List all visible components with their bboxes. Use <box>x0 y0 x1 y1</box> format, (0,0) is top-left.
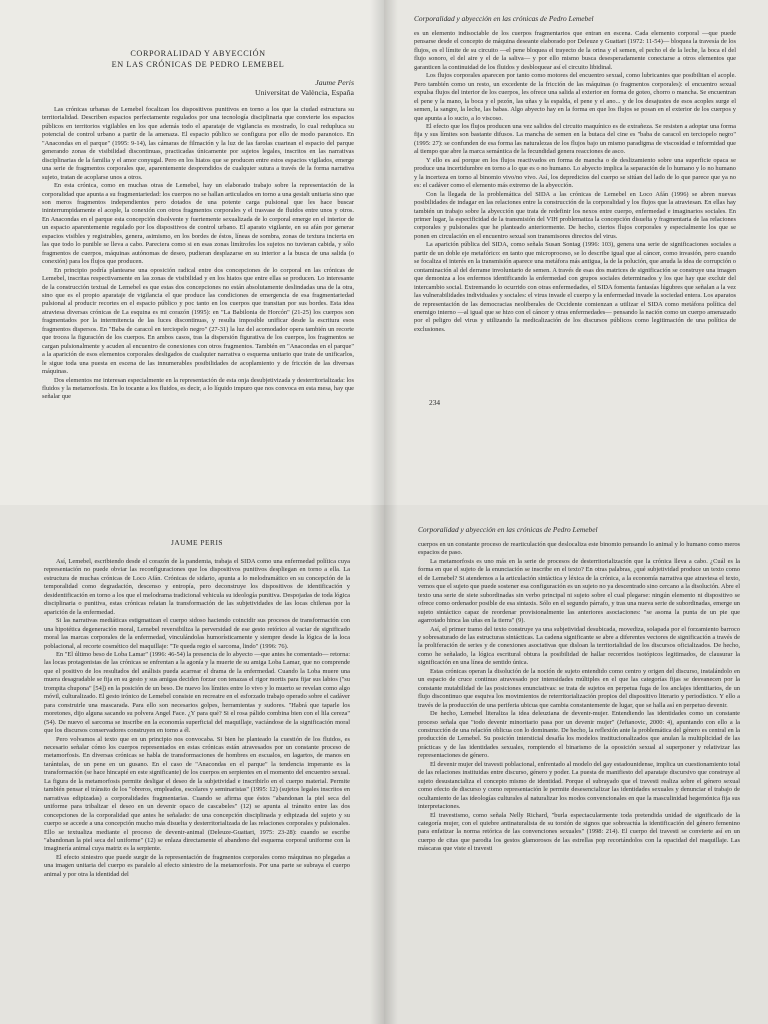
body-paragraph: Así, Lemebel, escribiendo desde el corazón de la pandemia, trabaja el SIDA como una enfermedad política cuya representación no puede obviar las reconfiguraciones que los dispositivos punitivos despliegan en torno a ella. La estructura de muchas crónicas de Loco Afán. Crónicas de sidario, apunta a lo melodramático en su concepción de la temporalidad como degradación, descenso y entropía, pero deconstruye los dispositivos de identificación y desidentificación en torno a los que el melodrama tradicional vehicula su ideología punitiva. Despojadas de toda lógica disciplinaria o punitiva, estas crónicas relatan la transformación de las subjetividades de las locas chilenas por la aparición de la enfermedad. <box>44 558 350 616</box>
body-paragraph: En "El último beso de Loba Lamar" (1996: 46-54) la presencia de lo abyecto —que antes he comentado— retorna: las locas protagonistas de las crónicas se enfrentan a la agonía y la muerte de su amiga Loba Lamar, que no comprende que el positivo de los resultados del análisis pueda acarrear el drama de la enfermedad. Cuando la Loba muere una muera desagradable se fija en su gesto y sus amigas deciden forzar con tenazas el rigor mortis para fijar sus labios ("su trompita chupona" [54]) en la posición de un beso. De nuevo los límites entre lo vivo y lo muerto se revelan como algo móvil, culturalizado. El gesto irónico de Lemebel consiste en recreatre en el esforzado trabajo operado sobre el cadáver para construirle una mascarada. Para ello son necesarios golpes, herramientas y sudores. "Habrá que taparle los moretones, dijo alguna sacando su polvera Angel Face. ¿Y para qué? Si el rosa pálido combina bien con el lila cereza" (54). De nuevo el sarcoma se inscribe en la economía superficial del maquillaje, vaciándose de la significación moral que los discursos conservadores construyen en torno a él. <box>44 650 350 735</box>
page-bottom-right <box>384 505 768 1024</box>
page-number: 234 <box>429 398 441 407</box>
body-paragraph: En esta crónica, como en muchas otras de Lemebel, hay un elaborado trabajo sobre la representación de la corporalidad que apunta a su fragmentariedad: los cuerpos no se hallan articulados en torno a una gestalt unitaria sino que son meros fragmentos independientes pero dotados de una potente carga pulsional que les hace buscar ininterrumpidamente el acople, la conexión con otros fragmentos corporales y el trasvase de fluidos entre unos y otros. En Anacondas en el parque esta concepción disolvente y fuertemente sexualizada de lo corporal emerge en el interior de un espacio aparentemente regulado por los dispositivos de control urbano. El aparato vigilante, en su afán por generar espacios visibles y registrables, genera, asimismo, en los bordes de éstos, líneas de sombra, zonas de textura incierta en las que todo lo punible se lleva a cabo. Pareciera como si en esas zonas limítrofes los sujetos no tuvieran cabida, y sólo fragmentos de cuerpos, máquinas autónomas de deseo, pudieran desplazarse en su interior a la busca de una salida (o conexión) para los flujos que producen. <box>42 182 354 266</box>
body-paragraph: cuerpos en un constante proceso de rearticulación que deslocaliza este binomio pensando lo animal y lo humano como meros espacios de paso. <box>418 541 740 557</box>
article-title <box>42 48 354 70</box>
body-paragraph: Los flujos corporales aparecen por tanto como motores del encuentro sexual, como lubricantes que posibilitan el acople. Pero también como un resto, un excedente de la fricción de las máquinas (o fragmentos corporales): el encuentro sexual expulsa flujos del interior de los cuerpos, les ofrece una salida al exterior en forma de goteo, chorro o mancha. Se encuentran el pene y la mano, la boca y el pezón, las uñas y la espalda, el pene y el ano... y de los desajustes de esos acoples surge el semen, la sangre, la leche, las babas. Algo abyecto hay en la forma en que los flujos se posan en el exterior de los cuerpos y que apunta a lo sucio, a lo viscoso. <box>414 72 736 122</box>
body-paragraph: El efecto que los flujos producen una vez salidos del circuito maquínico es de extrañeza. Se resisten a adoptar una forma fija y sus límites son bastante difusos. La mancha de semen en la butaca del cine es "baba de caracol en terciopelo negro" (1995: 27): se confunden de esa forma las naturalezas de los flujos bajo un mismo paradigma de viscosidad e informidad que al tiempo que abre la marca semántica de la fecundidad genera reacciones de asco. <box>414 122 736 156</box>
title-line-1: CORPORALIDAD Y ABYECCIÓN <box>130 49 266 58</box>
body-paragraph: Y ello es así porque en los flujos reactivados en forma de mancha o de deslizamiento sobre una superficie opaca se produce una incertidumbre en torno a lo que es o no humano. Lo abyecto implica la separación de lo humano y lo no humano y la incerteza en torno al binomio vivo/no vivo. Así, los depredicios del cuerpo se sitúan del lado de lo que parece que ya no es: el cadáver como el elemento más extremo de la abyección. <box>414 156 736 190</box>
body-paragraph: La aparición pública del SIDA, como señala Susan Sontag (1996: 103), genera una serie de significaciones sociales a partir de un doble eje metafórico: en tanto que microproceso, se lo describe igual que al cáncer, como invasión, pero cuando se focaliza el interés en la transmisión aparece una metáfora más antigua, la de la polución, que anuda la idea de corrupción o contaminación al del derrame involuntario de semen. A través de esas dos matrices de significación se construye una imagen que demoniza a los enfermos identificando la enfermedad con grupos sociales determinados y los que hay que excluir del intercambio social. Extremando lo ocurrido con otras enfermedades, el SIDA fomenta fantasías lúgubres que señalan a la vez las vulnerabilidades individuales y sociales: el virus invade el cuerpo y la enfermedad invade la sociedad entera. Los aparatos de representación de las democracias neoliberales de Occidente comienzan a utilizar el SIDA como metáfora política del enemigo interno —al igual que se hizo con el cáncer y otras enfermedades— pensando la nación como un cuerpo amenazado por el peligro del virus y utilizando la medicalización de los discursos públicos como legitimación de una política de exclusiones. <box>414 241 736 333</box>
page-fold-shadow <box>370 0 384 505</box>
body-paragraph: Con la llegada de la problemática del SIDA a las crónicas de Lemebel en Loco Afán (1996) se abren nuevas posibilidades de indagar en las relaciones entre la construcción de la corporalidad y los flujos que la atraviesan. En ellas hay también un trabajo sobre la abyección que trata de redefinir los nexos entre cuerpo, enfermedad e imaginarios sociales. En primer lugar, la especificidad de la transmisión del VIH problematiza la concepción disuelta y fragmentaria de las relaciones corporales y pulsionales que he planteado anteriormente. De hecho, ciertos flujos corporales y especialmente los que se ponen en circulación en el encuentro sexual son transmisores directos del virus. <box>414 190 736 240</box>
body-paragraph: En principio podría plantearse una oposición radical entre dos concepciones de lo corporal en las crónicas de Lemebel, inscritas respectivamente en las zonas de visibilidad y en los hiatos que entre ellas se producen. Lo interesante de la construcción textual de Lemebel es que estas dos concepciones no están absolutamente deslindadas una de la otra, sino que es el propio aparataje de vigilancia el que produce las condiciones de emergencia de esa fragmentariedad pulsional al producir recortes en el espacio público y poc tanto en los cuerpos que transitan por sus bordes. Esta idea atraviesa diversas crónicas de La esquina es mi corazón (1995): en "La Babilonia de Horcón" (21-25) los cuerpos son fragmentados por la intermitencia de las luces discontinuas, y resulta imposible unificar desde la escritura esos fragmentos dispersos. En "Baba de caracol en terciopelo negro" (27-31) la luz del acomodador opera también un recorte que trocea la figuración de los cuerpos. En ambos casos, tras la dispersión figurativa de los cuerpos, los fragmentos se cargan pulsionalmente y acuden al encuentro de conexiones con otros fragmentos. También en "Anacondas en el parque" a la aparición de esos elementos corporales desligados de cualquier narrativa o esquema unitario que trate de unificarlos, le sigue toda una puesta en escena de las innumerables posibilidades de acoplamiento y de fricción de las diversas máquinas. <box>42 266 354 376</box>
body-paragraph: Si las narrativas mediáticas estigmatizan el cuerpo sidoso haciendo coincidir sus procesos de transformación con una hipotética degeneración moral, Lemebel reversibiliza la perversidad de ese gesto retórico al vaciar de significado moral las marcas corporales de la enfermedad, vinculándolas humorísticamente y siempre desde la lógica de la loca poblacional, al recorte cosmético del maquillaje: "Te queda regio el sarcoma, lindo" (1996: 76). <box>44 617 350 650</box>
page-fold-shadow <box>384 0 398 505</box>
body-paragraph: es un elemento indisociable de los cuerpos fragmentarios que entran en escena. Cada elemento corporal —que puede pensarse desde el concepto de máquina deseante elaborado por Deleuze y Guattari (1972: 11-54)— bloquea la travesía de los flujos, es el límite de su circuito —el pene bloquea el trayecto de la orina y el semen, el pecho el de la leche, la boca el del flujo sonoro, el del aire y el de la saliva— y por ello mismo busca desesperadamente conectarse a otros elementos que garanticen la continuidad de los fluidos y desbloquear así el circuito libidinal. <box>414 30 736 71</box>
running-head: Corporalidad y abyección en las crónicas de Pedro Lemebel <box>414 14 594 23</box>
body-paragraph: De hecho, Lemebel literaliza la idea deleuziana de devenir-mujer. Entendiendo las identidades como un constante proceso señala que "todo devenir minoritario pasa por un devenir mujer" (Jeftanovic, 2000: 4), apuntando con ello a la construcción de una relación oblicua con lo dominante. De hecho, la reflexión ante la problemática del género es central en la producción de Lemebel. Su posición intersticial desafía los modelos institucionalizados que anulan la multiplicidad de las prácticas y de las identidades sexuales, rompiendo el binarismo de la oposición sexual al superponer y relativizar las representaciones de género. <box>418 710 740 760</box>
page-bottom-left <box>0 505 384 1024</box>
body-paragraph: La metamorfosis es uno más en la serie de procesos de desterritorialización que la crónica lleva a cabo. ¿Cuál es la forma en que el sujeto de la enunciación se inscribe en el texto? En otras palabras, ¿qué subjetividad produce un texto como el de Lemebel? Si atendemos a la articulación sintáctica y léxica de la crónica, a la economía narrativa que atraviesa el texto, vemos que el sujeto que puede sostener esa configuración es un sujeto no ya descentrado sino cercano a la disolución. Abre el texto una serie de siete subordinadas sin verbo principal ni sujeto sobre el cual plegarse: ningún elemento ni dispositivo se ofrece como ordenador posible de esa sintaxis. Sólo en el segundo párrafo, y tras una nueva serie de subordinadas, emerge un sujeto sintáctico capaz de reordenar provisionalmente las anteriores asociaciones: "se asoma la punta de un pie que agarrotado hinca las uñas en la tierra" (9). <box>418 557 740 625</box>
body-paragraph: Pero volvamos al texto que en un principio nos convocaba. Si bien he planteado la cuestión de los fluidos, es necesario señalar cómo los cuerpos representados en estas crónicas están atravesados por un constante proceso de metamorfosis. En diversas crónicas se habla de transformaciones de hombres en escualos, en lagartos, de manos en tarántulas, de un pene en un gusano. En el caso de "Anacondas en el parque" la tendencia imperante es la transformación (se hace hincapié en este significante) de los cuerpos en serpientes en el momento del encuentro sexual. La figura de la metamorfosis permite desligar el deseo de la subjetividad e inscribirlo en el cuerpo material. Permite también pensar el tránsito de los "obreros, empleados, escolares y seminaristas" (1995: 12) (sujetos legales inscritos en narrativas edipizadas) a corporalidades fragmentarias. Cuando se afirma que éstos "abandonan la piel seca del uniforme para tribalizar el deseo en un devenir opaco de cascabeles" (12) se apunta al tránsito entre las dos concepciones de la corporalidad que antes he señalado: de una concepción disciplinada y edipizada del sujeto y su cuerpo se accede a una concepción mucho más disuelta y desterritorializada de las relaciones corporales y pulsionales. Ello se textualiza mediante el proceso de devenir-animal (Deleuze-Guattari, 1975: 23-28): cuando se escribe "abandonan la piel seca del uniforme" (12) se enlaza directamente el abandono del esquema corporal uniforme con la imaginería animal cuya matriz es la serpiente. <box>44 735 350 853</box>
body-paragraph: Las crónicas urbanas de Lemebel focalizan los dispositivos punitivos en torno a los que la ciudad estructura su territorialidad. Describen espacios perfectamente regulados por una tecnología disciplinaria que convierte los espacios públicos en territorios vigilables en los que además todo el aparataje de vigilancia es mostrado, lo cual redupluca su potencial de control urbano a partir de la amenaza. El espacio público se configura por ello de modo paranoico. En "Anacondas en el parque" (1995: 9-14), las cámaras de filmación y la luz de las farolas cuartean el espacio del parque generando zonas de visibilidad discontinuas, practicadas únicamente por sujetos legales, inscritos en las narrativas disciplinarias de la familia y el amor conyugal. Pero en los hiatos que se producen entre estos espacios vigilados, emerge una serie de fragmentos corporales que, aparentemente desprendidos de cualquier sutura a través de la forma narrativa sujeto, tratan de acoplarse unos a otros. <box>42 106 354 181</box>
body-paragraph: Estas crónicas operan la disolución de la noción de sujeto entendido como centro y origen del discurso, instalándolo en un espacio de cruce continuo atravesado por intensidades múltiples en el que las categorías fijas se desvanecen por la constante mutabilidad de las posiciones enunciativas: se trata de sujetos en perpetua fuga de los anclajes identitarios, de un flujo discontinuo que esquiva los movimientos de reterritorialización propios del dispositivo literario y periodístico. Y ello a través de la producción de una periferia ubicua que cambia constantemente de lugar, que se halla así en perpetuo devenir. <box>418 667 740 709</box>
running-head: JAUME PERIS <box>170 538 224 547</box>
body-paragraph: El efecto siniestro que puede surgir de la representación de fragmentos corporales como máquinas no plegadas a una imagen unitaria del cuerpo es paralelo al efecto siniestro de la metamorfosis. Por una parte se subraya el cuerpo animal y por otra la identidad del <box>44 853 350 878</box>
running-head: Corporalidad y abyección en las crónicas de Pedro Lemebel <box>418 525 598 534</box>
page-fold-shadow <box>370 505 384 1024</box>
page-top-right <box>384 0 768 505</box>
body-paragraph: Así, el primer tramo del texto construye ya una subjetividad desubicada, movediza, solapada por el forzamiento barroco y sobresaturado de las estructuras sintácticas. La cadena significante se abre a diferentes vectores de significación a través de la proliferación de series y de conexiones asociativas que disloan la territorialidad de los discursos oficializados. De hecho, como he señalado, la lógica escritural obtura la posibilidad de hallar recorridos isotópicos legitimados, de clausurar la significación en una línea de sentido única. <box>418 625 740 667</box>
author-name: Jaume Peris <box>315 78 354 87</box>
page-fold-shadow <box>384 505 398 1024</box>
body-paragraph: El devenir mujer del travesti poblacional, enfrentado al modelo del gay estadounidense, implica un cuestionamiento total de las relaciones instituidas entre discurso, género y poder. La puesta de manifiesto del aparataje discursivo que construye al sujeto desustancializa el concepto mismo de identidad. Porque el subrayado que el travesti realiza sobre el género sexual como efecto de discurso y como representación le permite desesencializar las identidades sexuales y denunciar el trabajo de ocultamiento de las ideologías culturales al naturalizar los modos convencionales en que la masculinidad hegemónica fija sus interpretaciones. <box>418 760 740 811</box>
body-paragraph: Dos elementos me interesan especialmente en la representación de esta onja desubjetivizada y desterritorializada: los fluidos y la metamorfosis. En lo tocante a los fluidos, es decir, a lo líquido impuro que nos convoca en esta mesa, hay que señalar que <box>42 376 354 401</box>
body-paragraph: El travestismo, como señala Nelly Richard, "burla espectacularmente toda pretendida unidad de significado de la categoría mujer, con el quiebre antinaturalista de su torsión de signos que sobreactúa la identificación del género femenino para enfatizar la norma retórica de las convenciones sexuales" (1998: 214). El cuerpo del travesti se convierte así en un cuerpo de citas que parodia los gestos glamorosos de las estrellas pop recortándolos con la opacidad del maquillaje. Las máscaras que viste el travesti <box>418 811 740 853</box>
author-affiliation: Universitat de València, España <box>254 88 354 97</box>
page-top-left <box>0 0 384 505</box>
title-line-2: EN LAS CRÓNICAS DE PEDRO LEMEBEL <box>111 60 285 69</box>
